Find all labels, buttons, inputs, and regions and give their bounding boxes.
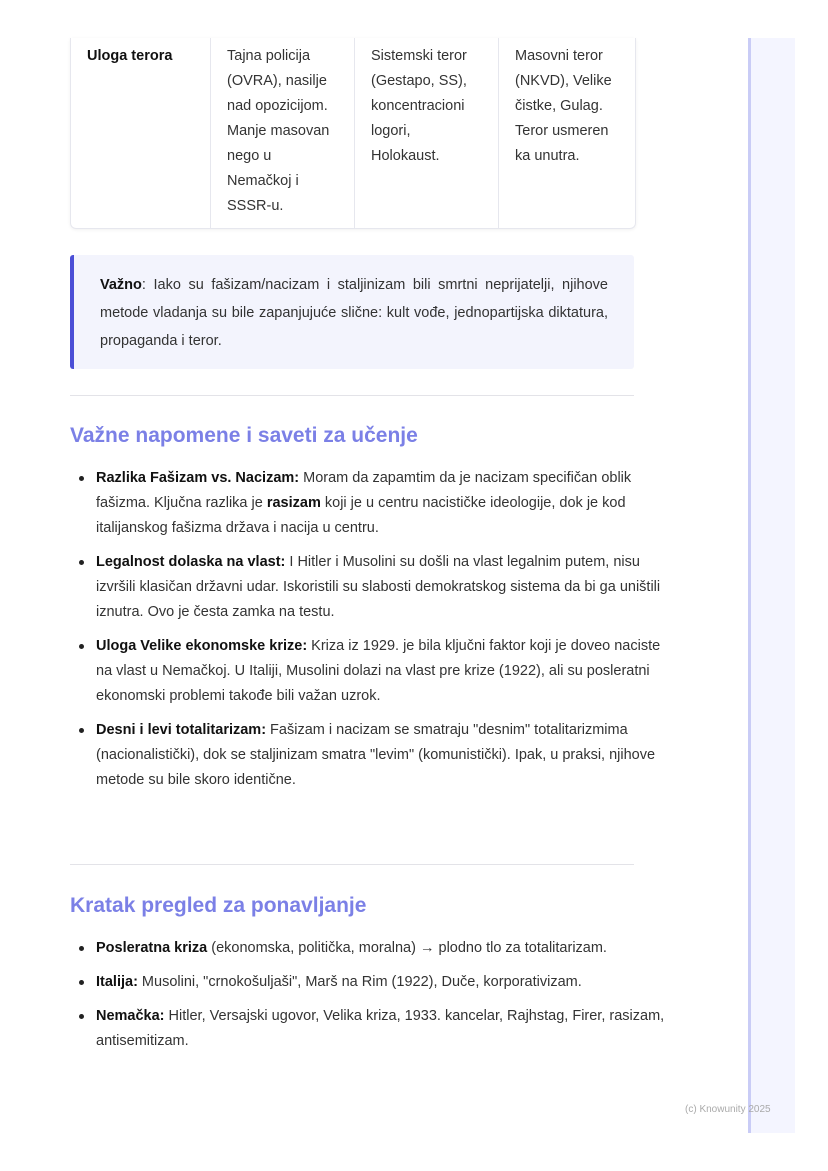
list-item: Desni i levi totalitarizam: Fašizam i nacizam se smatraju "desnim" totalitarizmima (nacionalistički), dok se staljinizam smatra "levim" (komunistički). Ipak, u praksi, njihove metode su bile skoro identične. [96, 718, 666, 793]
tips-list [70, 466, 666, 802]
list-item: Uloga Velike ekonomske krize: Kriza iz 1929. je bila ključni faktor koji je doveo naciste na vlast u Nemačkoj. U Italiji, Musolini dolazi na vlast pre krize (1922), ali su posleratni ekonomski problemi takođe bili važan uzrok. [96, 634, 666, 709]
important-callout [70, 255, 634, 369]
list-item: Razlika Fašizam vs. Nacizam: Moram da zapamtim da je nacizam specifičan oblik fašizma. Ključna razlika je rasizam koji je u centru nacističke ideologije, dok je kod italijanskog fašizma država i nacija u centru. [96, 466, 666, 541]
table-row [71, 38, 635, 228]
list-item: Italija: Musolini, "crnokošuljaši", Marš na Rim (1922), Duče, korporativizam. [96, 970, 666, 995]
copyright-footer: (c) Knowunity 2025 [685, 1104, 771, 1115]
list-item: Legalnost dolaska na vlast: I Hitler i Musolini su došli na vlast legalnim putem, nisu izvršili klasičan državni udar. Iskoristili su slabosti demokratskog sistema da bi ga uništili iznutra. Ovo je česta zamka na testu. [96, 550, 666, 625]
right-sidebar-strip [748, 38, 795, 1133]
callout-text: : Iako su fašizam/nacizam i staljinizam bili smrtni neprijatelji, njihove metode vladanja su bile zapanjujuće slične: kult vođe, jednopartijska diktatura, propaganda i teror. [100, 277, 608, 349]
review-list [70, 936, 666, 1063]
section-title-review: Kratak pregled za ponavljanje [70, 894, 367, 917]
cell-ussr: Masovni teror (NKVD), Velike čistke, Gulag. Teror usmeren ka unutra. [515, 48, 612, 164]
section-title-tips: Važne napomene i saveti za učenje [70, 424, 418, 447]
list-item: Nemačka: Hitler, Versajski ugovor, Velika kriza, 1933. kancelar, Rajhstag, Firer, rasizam, antisemitizam. [96, 1004, 666, 1054]
cell-germany: Sistemski teror (Gestapo, SS), koncentracioni logori, Holokaust. [355, 38, 499, 228]
divider [70, 395, 634, 396]
cell-italy: Tajna policija (OVRA), nasilje nad opozicijom. Manje masovan nego u Nemačkoj i SSSR-u. [211, 38, 355, 228]
comparison-table [70, 38, 636, 229]
list-item: Posleratna kriza (ekonomska, politička, moralna) → plodno tlo za totalitarizam. [96, 936, 666, 961]
callout-label: Važno [100, 277, 142, 293]
divider [70, 864, 634, 865]
row-header-terror: Uloga terora [71, 38, 211, 228]
